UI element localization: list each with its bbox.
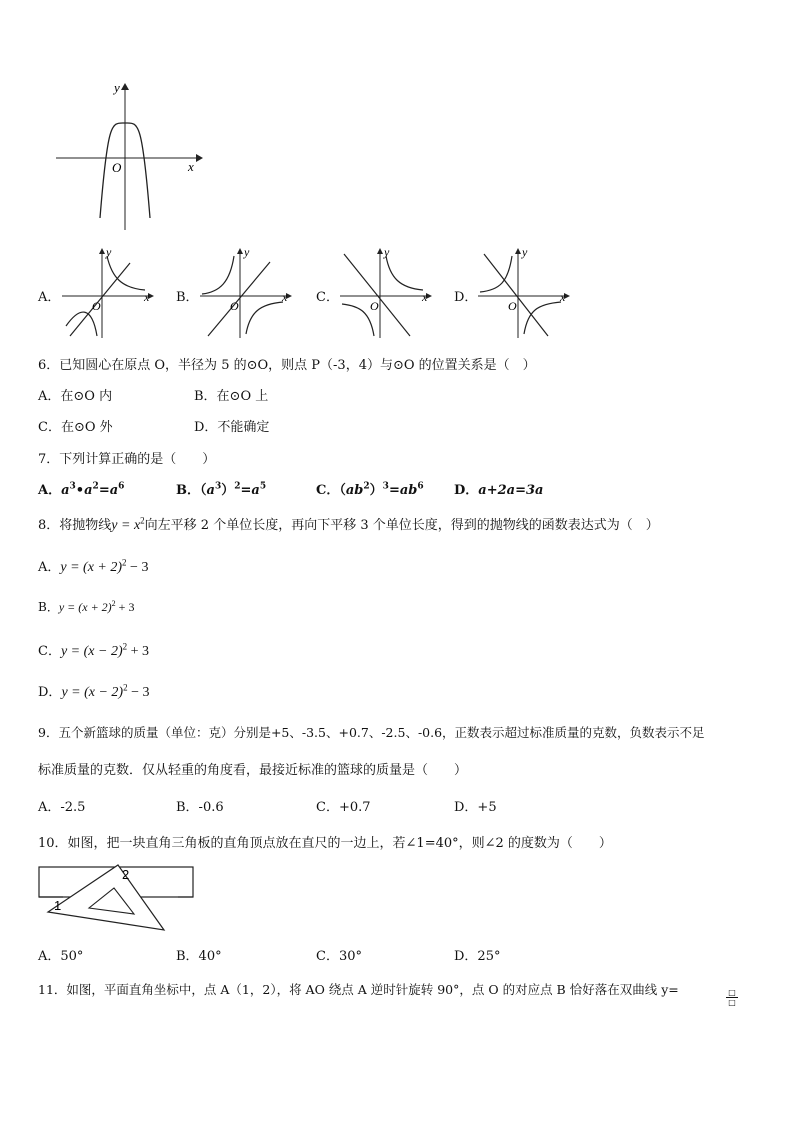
hyperbola-branch-upper	[480, 256, 512, 292]
q11-stem: 11．如图，平面直角坐标中，点 A（1，2），将 AO 绕点 A 逆时针旋转 90°，点 O 的对应点 B 恰好落在双曲线 y=	[38, 982, 679, 997]
q6-stem: 6．已知圆心在原点 O，半径为 5 的⊙O，则点 P（-3，4）与⊙O 的位置关系是（ ）	[38, 358, 536, 373]
hyperbola-branch-lower	[246, 302, 283, 334]
q9-line2: 标准质量的克数．仅从轻重的角度看，最接近标准的篮球的质量是（ ）	[38, 763, 468, 778]
q11-fraction	[726, 988, 738, 1007]
q5-option-d-label: D．	[454, 290, 478, 305]
line-graph	[344, 254, 410, 336]
q8-option-a: A．$y = (x + 2)^2 - 3$	[38, 557, 149, 575]
hyperbola-branch-upper	[202, 256, 234, 294]
top-parabola-figure	[50, 78, 210, 238]
q9-option-b: B．-0.6	[176, 800, 224, 815]
q5-graph-a	[60, 245, 155, 340]
q5-graph-d	[476, 245, 571, 340]
svg-text:y: y	[244, 245, 250, 259]
svg-text:y: y	[384, 245, 390, 259]
svg-text:O: O	[92, 299, 101, 313]
q7-option-b: B．$(a^3)^2=a^5$	[176, 481, 267, 498]
q5-graph-c	[338, 245, 433, 340]
q6-option-c: C．在⊙O 外	[38, 420, 113, 435]
angle-2-label: 2	[122, 867, 130, 882]
svg-text:x: x	[144, 290, 150, 304]
q9-option-c: C．+0.7	[316, 800, 371, 815]
q5-graph-b	[198, 245, 293, 340]
svg-text:x: x	[282, 290, 288, 304]
q5-option-a-label: A．	[38, 290, 61, 305]
line-graph	[484, 254, 548, 336]
x-axis-arrow	[196, 154, 203, 162]
q6-option-d: D．不能确定	[194, 420, 270, 435]
svg-text:y: y	[106, 245, 112, 259]
line-graph	[208, 262, 270, 336]
hyperbola-branch-upper	[386, 256, 423, 290]
q6-option-b: B．在⊙O 上	[194, 389, 269, 404]
y-axis-arrow	[121, 83, 129, 90]
svg-text:x: x	[422, 290, 428, 304]
q10-stem: 10．如图，把一块直角三角板的直角顶点放在直尺的一边上，若∠1=40°，则∠2 的度数为（ ）	[38, 836, 612, 851]
q9-line1: 9．五个新篮球的质量（单位：克）分别是+5、-3.5、+0.7、-2.5、-0.6，正数表示超过标准质量的克数，负数表示不足	[38, 725, 705, 740]
q8-option-d: D．$y = (x - 2)^2 - 3$	[38, 682, 150, 700]
svg-text:O: O	[230, 299, 239, 313]
q10-ruler-triangle-figure	[38, 862, 198, 934]
q7-option-c: C．$(ab^2)^3=ab^6$	[316, 481, 424, 498]
svg-text:O: O	[370, 299, 379, 313]
q8-stem: 8．将抛物线$y = x^2$向左平移 2 个单位长度，再向下平移 3 个单位长度，得到的抛物线的函数表达式为（ ）	[38, 515, 659, 533]
svg-text:y: y	[522, 245, 528, 259]
top-axis-x-label: x	[188, 159, 194, 174]
q11-fraction-numerator: □	[726, 988, 738, 998]
q8-option-b: B．$y = (x + 2)^2 + 3$	[38, 599, 135, 614]
q10-option-c: C．30°	[316, 949, 362, 964]
q7-stem: 7．下列计算正确的是（ ）	[38, 452, 216, 467]
hyperbola-branch-lower	[66, 312, 97, 336]
q8-option-c: C．$y = (x - 2)^2 + 3$	[38, 641, 150, 659]
q11-fraction-denominator: □	[728, 998, 736, 1007]
q7-option-d: D．a+2a=3a	[454, 483, 544, 498]
q9-option-a: A．-2.5	[38, 800, 86, 815]
svg-text:O: O	[508, 299, 517, 313]
top-axis-y-label: y	[114, 80, 120, 95]
q10-option-d: D．25°	[454, 949, 501, 964]
top-origin-label: O	[112, 160, 122, 175]
q5-option-b-label: B．	[176, 290, 199, 305]
q5-option-c-label: C．	[316, 290, 339, 305]
q6-option-a: A．在⊙O 内	[38, 389, 113, 404]
q10-option-b: B．40°	[176, 949, 222, 964]
angle-1-label: 1	[54, 898, 62, 913]
q7-option-a: A．$a^3•a^2=a^6$	[38, 481, 125, 498]
q10-option-a: A．50°	[38, 949, 84, 964]
svg-text:x: x	[560, 290, 566, 304]
q9-option-d: D．+5	[454, 800, 497, 815]
